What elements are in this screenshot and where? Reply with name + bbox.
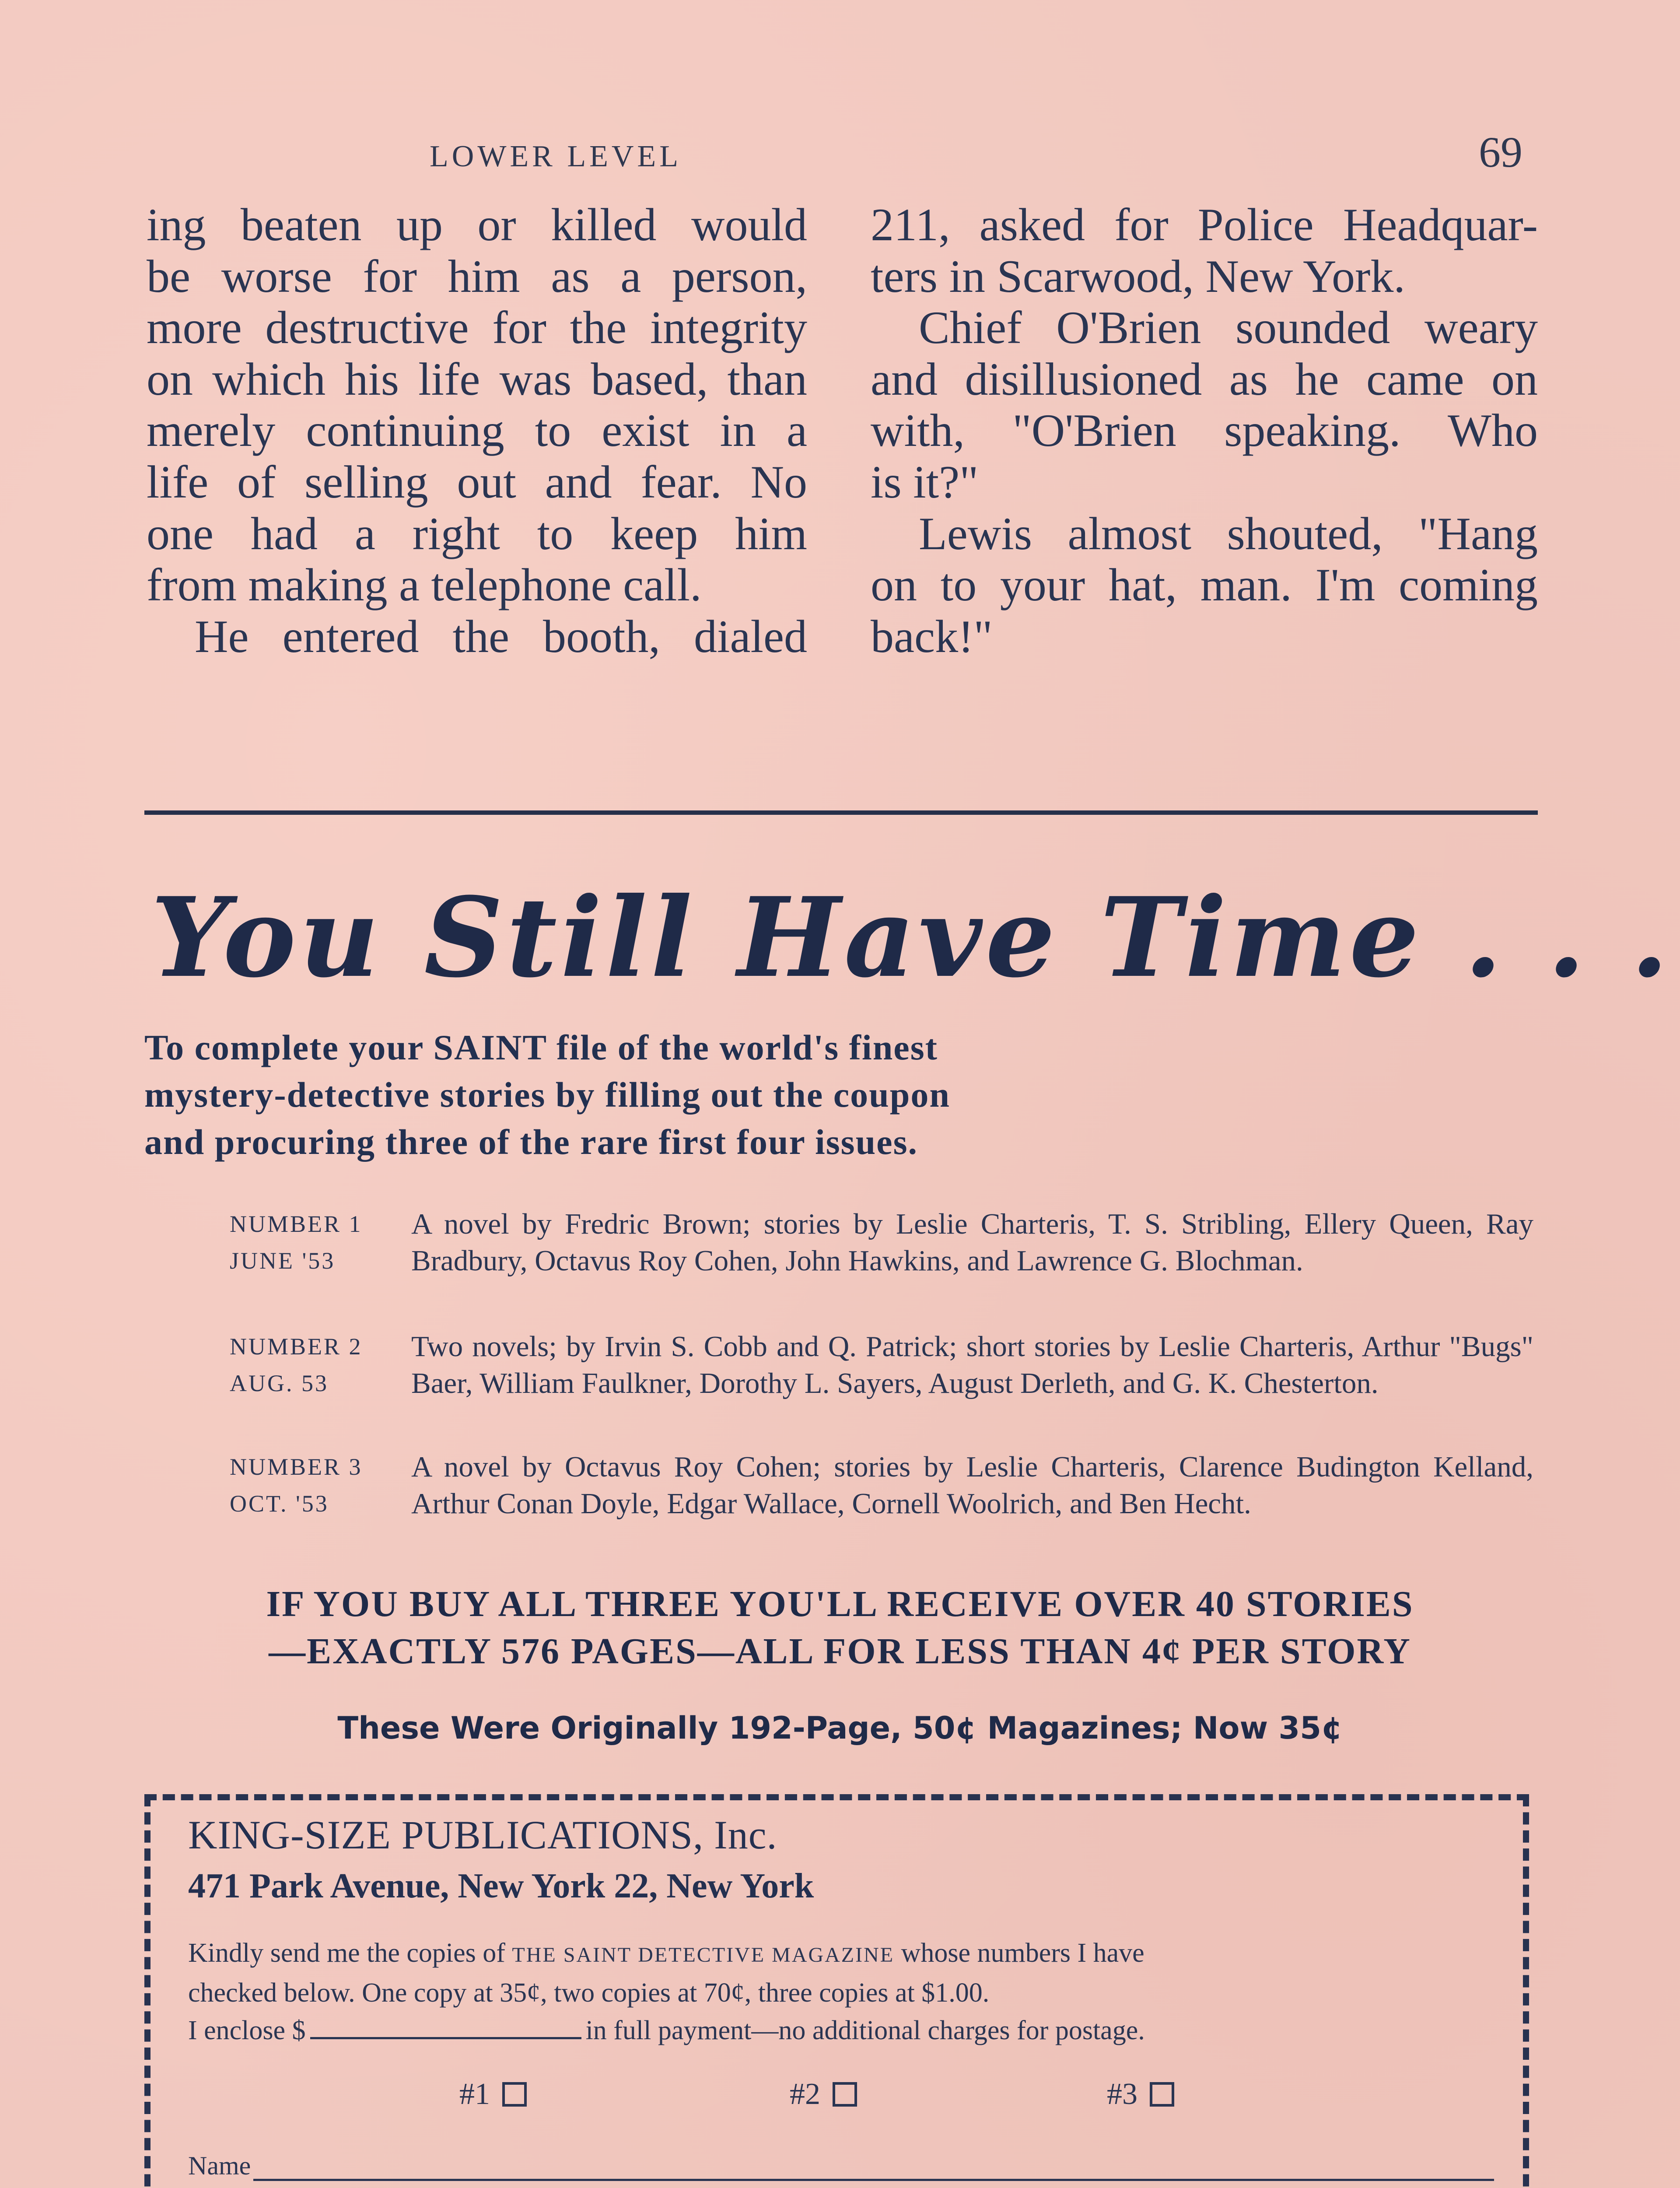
story-line: back!" [871, 610, 993, 662]
issue-1-checkbox[interactable] [459, 2074, 527, 2112]
running-head: LOWER LEVEL [430, 140, 682, 173]
intro-line: mystery-detective stories by filling out the coupon [144, 1075, 950, 1115]
story-line: Lewis almost shouted, "Hang [919, 508, 1538, 559]
checkbox-label: #1 [459, 2077, 490, 2111]
name-field[interactable] [188, 2151, 1494, 2181]
instructions-text: Kindly send me the copies of [188, 1938, 505, 1968]
checkbox-square[interactable] [502, 2082, 527, 2107]
instructions-line [188, 1934, 1492, 1974]
amount-field[interactable] [310, 2015, 581, 2039]
instructions-line: checked below. One copy at 35¢, two copies at 70¢, three copies at $1.00. [188, 1978, 990, 2008]
story-line: ters in Scarwood, New York. [871, 250, 1405, 302]
ad-title: You Still Have Time . . . [151, 873, 1672, 1002]
issue-label [230, 1206, 405, 1279]
magazine-name: THE SAINT DETECTIVE MAGAZINE [512, 1943, 895, 1967]
story-line: with, "O'Brien speaking. Who [871, 405, 1538, 456]
field-line[interactable] [253, 2170, 1494, 2181]
issue-description: A novel by Octavus Roy Cohen; stories by Leslie Charteris, Clarence Budington Kelland, Arthur Conan Doyle, Edgar Wallace, Cornell Woolrich, and Ben Hecht. [411, 1451, 1533, 1520]
story-line: be worse for him as a person, [147, 250, 807, 302]
story-line: from making a telephone call. [147, 559, 702, 611]
issue-number: NUMBER 2 [230, 1333, 363, 1360]
offer-line: IF YOU BUY ALL THREE YOU'LL RECEIVE OVER 40 STORIES [266, 1584, 1414, 1624]
story-line: one had a right to keep him [147, 508, 807, 559]
issue-2-checkbox[interactable] [790, 2074, 857, 2112]
issue-description: A novel by Fredric Brown; stories by Leslie Charteris, T. S. Stribling, Ellery Queen, Ray Bradbury, Octavus Roy Cohen, John Hawkins, and Lawrence G. Blochman. [411, 1208, 1533, 1277]
checkbox-label: #2 [790, 2077, 820, 2111]
story-line: life of selling out and fear. No [147, 456, 807, 508]
story-line: ing beaten up or killed would [147, 199, 807, 250]
publisher-address: 471 Park Avenue, New York 22, New York [188, 1867, 814, 1905]
checkbox-square[interactable] [1150, 2082, 1174, 2107]
story-right-column [871, 199, 1538, 662]
publisher-name: KING-SIZE PUBLICATIONS, Inc. [188, 1813, 777, 1857]
issue-date: OCT. '53 [230, 1490, 329, 1517]
issue-label [230, 1448, 405, 1522]
section-divider [144, 810, 1538, 815]
story-line: He entered the booth, dialed [195, 610, 807, 662]
story-line: on to your hat, man. I'm coming [871, 559, 1538, 611]
checkbox-square[interactable] [833, 2082, 857, 2107]
ad-intro [144, 1024, 1133, 1166]
issue-number: NUMBER 1 [230, 1211, 363, 1237]
offer-text [144, 1581, 1536, 1675]
instructions-line [188, 2012, 1492, 2049]
checkbox-label: #3 [1107, 2077, 1138, 2111]
issue-description: Two novels; by Irvin S. Cobb and Q. Patrick; short stories by Leslie Charteris, Arthur "Bugs" Baer, William Faulkner, Dorothy L. Sayers, August Derleth, and G. K. Chesterton. [411, 1330, 1533, 1399]
issue-date: AUG. 53 [230, 1370, 329, 1396]
enclose-note: in full payment—no additional charges for postage. [585, 2016, 1145, 2045]
story-line: merely continuing to exist in a [147, 405, 807, 456]
offer-line: —EXACTLY 576 PAGES—ALL FOR LESS THAN 4¢ PER STORY [269, 1631, 1411, 1672]
field-label: Name [188, 2151, 251, 2180]
instructions-text: whose numbers I have [901, 1938, 1144, 1968]
enclose-label: I enclose $ [188, 2016, 306, 2045]
issue-label [230, 1328, 405, 1402]
page-number: 69 [1479, 128, 1522, 176]
story-line: Chief O'Brien sounded weary [919, 302, 1538, 354]
intro-line: To complete your SAINT file of the world's finest [144, 1027, 938, 1067]
story-line: more destructive for the integrity [147, 302, 807, 354]
story-line: and disillusioned as he came on [871, 353, 1538, 405]
story-line: on which his life was based, than [147, 353, 807, 405]
issue-3-checkbox[interactable] [1107, 2074, 1174, 2112]
story-line: 211, asked for Police Headquar- [871, 199, 1538, 250]
intro-line: and procuring three of the rare first four issues. [144, 1122, 918, 1162]
issue-number: NUMBER 3 [230, 1454, 363, 1480]
issue-date: JUNE '53 [230, 1248, 336, 1274]
story-left-column [147, 199, 807, 662]
price-note: These Were Originally 192-Page, 50¢ Magazines; Now 35¢ [337, 1710, 1343, 1746]
story-line: is it?" [871, 456, 979, 508]
order-instructions [188, 1934, 1492, 2049]
